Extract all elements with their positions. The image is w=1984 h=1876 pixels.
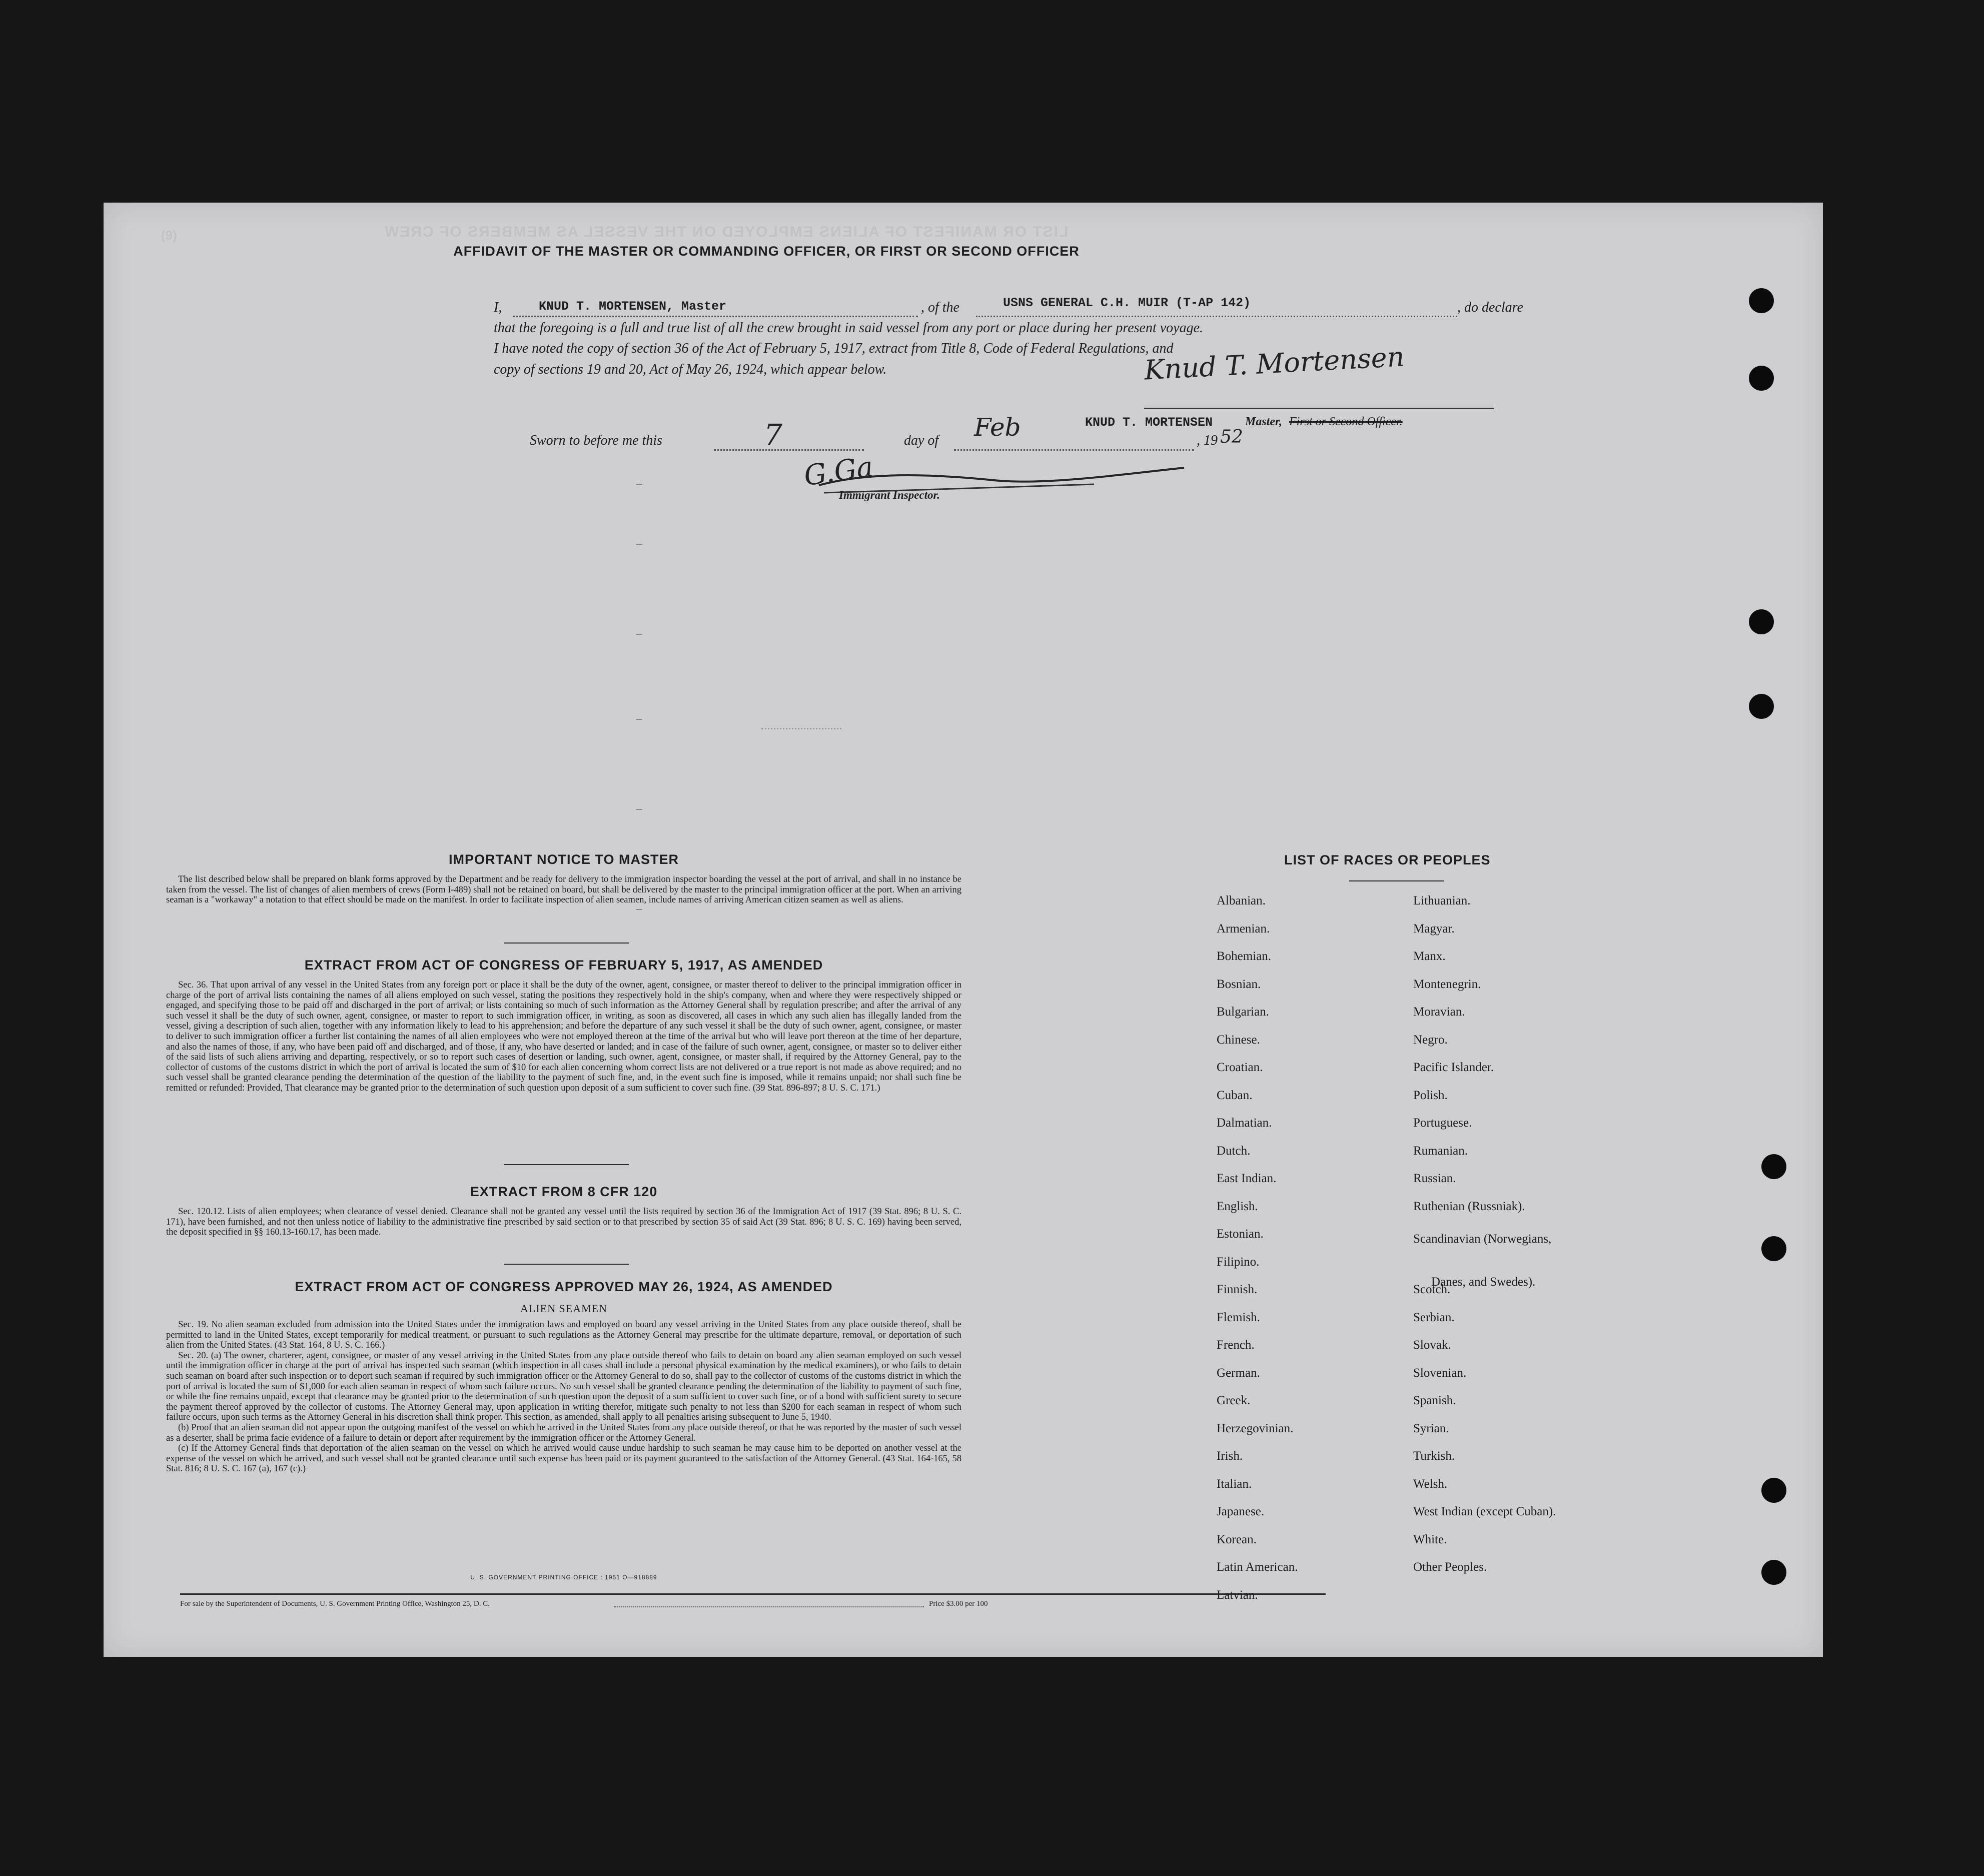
race-item: Italian.: [1217, 1477, 1252, 1491]
race-item: Croatian.: [1217, 1061, 1263, 1074]
race-item: Slovenian.: [1413, 1366, 1467, 1380]
extract-1924-paragraph: Sec. 19. No alien seaman excluded from admission into the United States under the immigration laws and employed on board any vessel arriving in the United States from any place outside thereof, shall be permitted to land in the United States, except temporarily for medical treatment, or pursuant to such regulations as the Attorney General may prescribe for the ultimate departure, removal, or deportation of such alien from the United States. (43 Stat. 164, 8 U. S. C. 166.): [166, 1320, 961, 1351]
extract-1924-paragraph: (c) If the Attorney General finds that deportation of the alien seaman on the vessel on which he arrived would cause undue hardship to such seaman he may cause him to be deported on another vessel at the expense of the vessel on which he arrived, and such vessel shall not be granted clearance until such expense has been paid or its payment guaranteed to the satisfaction of the Attorney General. (43 Stat. 164-165, 58 Stat. 816; 8 U. S. C. 167 (a), 167 (c).): [166, 1443, 961, 1474]
race-item: Welsh.: [1413, 1477, 1448, 1491]
affidavit-line-2: that the foregoing is a full and true list of all the crew brought in said vessel from any port or place during her present voyage.: [494, 320, 1204, 336]
binder-hole: [1761, 1560, 1786, 1585]
extract-1917-paragraph: Sec. 36. That upon arrival of any vessel in the United States from any foreign port or place it shall be the duty of the owner, agent, consignee, or master thereof to deliver to the principal immigration officer in charge of the port of arrival lists containing the names of all aliens employed on such vessel, stating the positions they respectively hold in the ship's company, when and where they were respectively shipped or engaged, and specifying those to be paid off and discharged in the port of arrival; or lists containing so much of such information as the Attorney General shall by regulation prescribe; and after the arrival of any such vessel it shall be the duty of such owner, agent, consignee, or master to report to such immigration officer, in writing, as soon as discovered, all cases in which any such alien has illegally landed from the vessel, giving a description of such alien, together with any information likely to lead to his apprehension; and before the departure of any such vessel it shall be the duty of such owner, agent, consignee, or master to deliver to such immigration officer a further list containing the names of all alien employees who were not employed thereon at the time of the arrival but who will leave port thereon at the time of her departure, and also the names of those, if any, who have been paid off and discharged, and of those, if any, who have deserted or landed; and in case of the failure of such owner, agent, consignee, or master so to deliver either of the said lists of such aliens arriving and departing, respectively, or so to report such cases of desertion or landing, such owner, agent, consignee, or master shall, if required by the Attorney General, pay to the collector of customs of the customs district in which the port of arrival is located the sum of $10 for each alien concerning whom correct lists are not delivered or a true report is not made as above required; and no such vessel shall be granted clearance pending the determination of the question of the liability to the payment of such fine, and, in the event such fine is imposed, while it remains unpaid; nor shall such fine be remitted or refunded: Provided, That clearance may be granted prior to the determination of such question upon deposit of a sum sufficient to cover such fine. (39 Stat. 896-897; 8 U. S. C. 171.): [166, 980, 961, 1093]
race-item: Syrian.: [1413, 1421, 1449, 1435]
race-item: Dutch.: [1217, 1144, 1251, 1158]
footer-dots: [614, 1606, 924, 1607]
notice-paragraph: The list described below shall be prepared on blank forms approved by the Department and be ready for delivery to the immigration inspector boarding the vessel at the port of arrival, and shall in no instance be taken from the vessel. The list of changes of alien members of crews (Form I-489) shall not be retained on board, but shall be delivered by the master to the principal immigration officer at the port. When an arriving seaman is a "workaway" a notation to that effect should be made on the manifest. In order to facilitate inspection of alien seamen, include names of arriving American citizen seamen as well as aliens.: [166, 874, 962, 905]
race-item: Bulgarian.: [1217, 1005, 1269, 1019]
race-item: East Indian.: [1217, 1172, 1277, 1185]
vessel-line: [976, 316, 1457, 317]
inspector-label: Immigrant Inspector.: [839, 489, 940, 501]
race-item: Rumanian.: [1413, 1144, 1468, 1158]
binder-hole: [1749, 288, 1774, 313]
struck-officer-label: First or Second Officer.: [1289, 415, 1403, 428]
race-item: Albanian.: [1217, 894, 1266, 907]
race-item: Latvian.: [1217, 1588, 1258, 1602]
extract-cfr-body: [166, 1207, 961, 1238]
race-item: Korean.: [1217, 1532, 1257, 1546]
notice-body: [166, 874, 961, 905]
extract-1917-title: EXTRACT FROM ACT OF CONGRESS OF FEBRUARY 5, 1917, AS AMENDED: [304, 958, 823, 973]
race-item: Ruthenian (Russniak).: [1413, 1199, 1525, 1213]
race-item: Japanese.: [1217, 1505, 1265, 1518]
race-item: Spanish.: [1413, 1394, 1456, 1407]
document-sheet: [104, 203, 1823, 1657]
ghost-page-number: (9): [161, 228, 177, 243]
race-item: Pacific Islander.: [1413, 1061, 1494, 1074]
day-line: [714, 449, 864, 451]
binder-hole: [1749, 694, 1774, 719]
day-filled: 7: [764, 418, 782, 452]
race-item: Greek.: [1217, 1394, 1251, 1407]
footer-sale-text: For sale by the Superintendent of Documents, U. S. Government Printing Office, Washington 25, D. C.: [180, 1600, 490, 1608]
binder-hole: [1761, 1154, 1786, 1179]
do-declare-label: , do declare: [1457, 300, 1523, 315]
ghost-header-text: LIST OR MANIFEST OF ALIENS EMPLOYED ON THE VESSEL AS MEMBERS OF CREW: [384, 224, 1069, 240]
binder-hole: [1761, 1478, 1786, 1503]
race-item: Slovak.: [1413, 1338, 1451, 1352]
race-item: Flemish.: [1217, 1310, 1260, 1324]
master-label: Master,: [1245, 415, 1283, 428]
extract-cfr-title: EXTRACT FROM 8 CFR 120: [470, 1184, 658, 1199]
race-item: Chinese.: [1217, 1033, 1260, 1047]
race-item: Portuguese.: [1413, 1116, 1472, 1130]
race-item: Herzegovinian.: [1217, 1421, 1294, 1435]
typed-master-name: KNUD T. MORTENSEN: [1085, 415, 1213, 430]
name-line: [513, 316, 918, 317]
race-item: West Indian (except Cuban).: [1413, 1505, 1556, 1518]
race-item: Negro.: [1413, 1033, 1448, 1047]
race-item: Russian.: [1413, 1172, 1456, 1185]
race-item: Lithuanian.: [1413, 894, 1471, 907]
vessel-name-filled: USNS GENERAL C.H. MUIR (T-AP 142): [1003, 296, 1251, 310]
race-item: Danes, and Swedes).: [1431, 1275, 1536, 1289]
extract-1924-body: [166, 1320, 961, 1474]
race-item: Manx.: [1413, 950, 1446, 963]
race-item: Dalmatian.: [1217, 1116, 1272, 1130]
notice-title: IMPORTANT NOTICE TO MASTER: [449, 852, 679, 867]
divider-1: [504, 943, 629, 944]
master-name-filled: KNUD T. MORTENSEN, Master: [539, 299, 727, 314]
race-item: Armenian.: [1217, 921, 1270, 935]
of-the-label: , of the: [921, 300, 959, 315]
footer-price: Price $3.00 per 100: [929, 1600, 988, 1608]
binder-hole: [1749, 609, 1774, 634]
binder-hole: [1761, 1236, 1786, 1261]
race-item: Magyar.: [1413, 921, 1455, 935]
race-item: Bosnian.: [1217, 977, 1261, 991]
extract-1924-title: EXTRACT FROM ACT OF CONGRESS APPROVED MAY 26, 1924, AS AMENDED: [295, 1279, 833, 1294]
race-item: Latin American.: [1217, 1560, 1298, 1574]
divider-2: [504, 1164, 629, 1165]
month-line: [954, 449, 1194, 451]
extract-1917-body: [166, 980, 961, 1094]
races-title: LIST OF RACES OR PEOPLES: [1284, 852, 1491, 867]
race-item: Irish.: [1217, 1449, 1243, 1463]
race-item: Bohemian.: [1217, 950, 1272, 963]
extract-1924-subtitle: ALIEN SEAMEN: [520, 1302, 607, 1315]
day-of-label: day of: [904, 433, 939, 448]
race-item: Turkish.: [1413, 1449, 1455, 1463]
race-item: Moravian.: [1413, 1005, 1465, 1019]
race-item: German.: [1217, 1366, 1260, 1380]
sworn-prefix: Sworn to before me this: [530, 433, 662, 448]
year-prefix: , 19: [1197, 433, 1218, 448]
divider-3: [504, 1264, 629, 1265]
footer-rule: [180, 1593, 1326, 1595]
extract-1924-paragraph: (b) Proof that an alien seaman did not appear upon the outgoing manifest of the vessel on which he arrived in the United States from any place outside thereof, or that he was reported by the master of such vessel as a deserter, shall be prima facie evidence of a failure to detain or deport after requirement by the immigration officer or the Attorney General.: [166, 1422, 961, 1443]
race-item: Polish.: [1413, 1088, 1448, 1102]
year-filled: 52: [1220, 427, 1243, 447]
race-item: White.: [1413, 1532, 1447, 1546]
extract-1924-paragraph: Sec. 20. (a) The owner, charterer, agent, consignee, or master of any vessel arriving in the United States from any place outside thereof who fails to detain on board any alien seaman employed on such vessel until the immigration officer in charge at the port of arrival has inspected such seaman (which inspection in all cases shall include a personal physical examination by the medical examiners), or who fails to detain such seaman on board after such inspection or to deport such seaman if required by such immigration officer or the Attorney General to do so, shall pay to the collector of customs of the customs district in which the port of arrival is located the sum of $1,000 for each alien seaman in respect of whom such failure occurs. No such vessel shall be granted clearance pending the determination of the liability to payment of such fine, or while the fine remains unpaid, except that clearance may be granted prior to the determination of such question upon the deposit of a sum sufficient to cover such fine, or of a bond with sufficient surety to secure the payment thereof approved by the collector of customs. The Attorney General may, upon application in writing therefor, mitigate such penalty to not less than $200 for each seaman in respect of whom such failure occurs, upon such terms as the Attorney General in his discretion shall think proper. This section, as amended, shall apply to all penalties arising subsequent to June 5, 1940.: [166, 1350, 961, 1423]
race-item: Estonian.: [1217, 1227, 1264, 1241]
race-item: French.: [1217, 1338, 1255, 1352]
binder-hole: [1749, 366, 1774, 391]
races-divider: [1349, 880, 1444, 881]
affidavit-title: AFFIDAVIT OF THE MASTER OR COMMANDING OFFICER, OR FIRST OR SECOND OFFICER: [453, 244, 1080, 259]
race-item: Finnish.: [1217, 1283, 1258, 1296]
race-item: Filipino.: [1217, 1255, 1260, 1269]
race-item: Scotch.: [1413, 1283, 1451, 1296]
race-item: Scandinavian (Norwegians,: [1413, 1232, 1552, 1246]
affidavit-line-4: copy of sections 19 and 20, Act of May 26, 1924, which appear below.: [494, 362, 887, 377]
gpo-line: U. S. GOVERNMENT PRINTING OFFICE : 1951 O—918889: [470, 1574, 657, 1581]
affidavit-i-label: I,: [494, 300, 502, 315]
race-item: English.: [1217, 1199, 1258, 1213]
inspector-signature: G.Ga: [802, 450, 875, 493]
race-item: Serbian.: [1413, 1310, 1455, 1324]
extract-cfr-paragraph: Sec. 120.12. Lists of alien employees; when clearance of vessel denied. Clearance shall not be granted any vessel until the lists required by section 36 of the Immigration Act of 1917 (39 Stat. 896; 8 U. S. C. 171), have been furnished, and not then unless notice of liability to the administrative fine prescribed by said section or to that prescribed by section 35 of said Act (39 Stat. 896; 8 U. S. C. 169) having been served, the deposit specified in §§ 160.13-160.17, has been made.: [166, 1207, 961, 1238]
month-filled: Feb: [974, 413, 1021, 442]
master-signature: Knud T. Mortensen: [1143, 341, 1405, 386]
race-item: Montenegrin.: [1413, 977, 1481, 991]
affidavit-line-3: I have noted the copy of section 36 of the Act of February 5, 1917, extract from Title 8, Code of Federal Regulations, and: [494, 341, 1174, 356]
race-item: Cuban.: [1217, 1088, 1253, 1102]
race-item: Other Peoples.: [1413, 1560, 1487, 1574]
signature-line: [1144, 408, 1494, 409]
